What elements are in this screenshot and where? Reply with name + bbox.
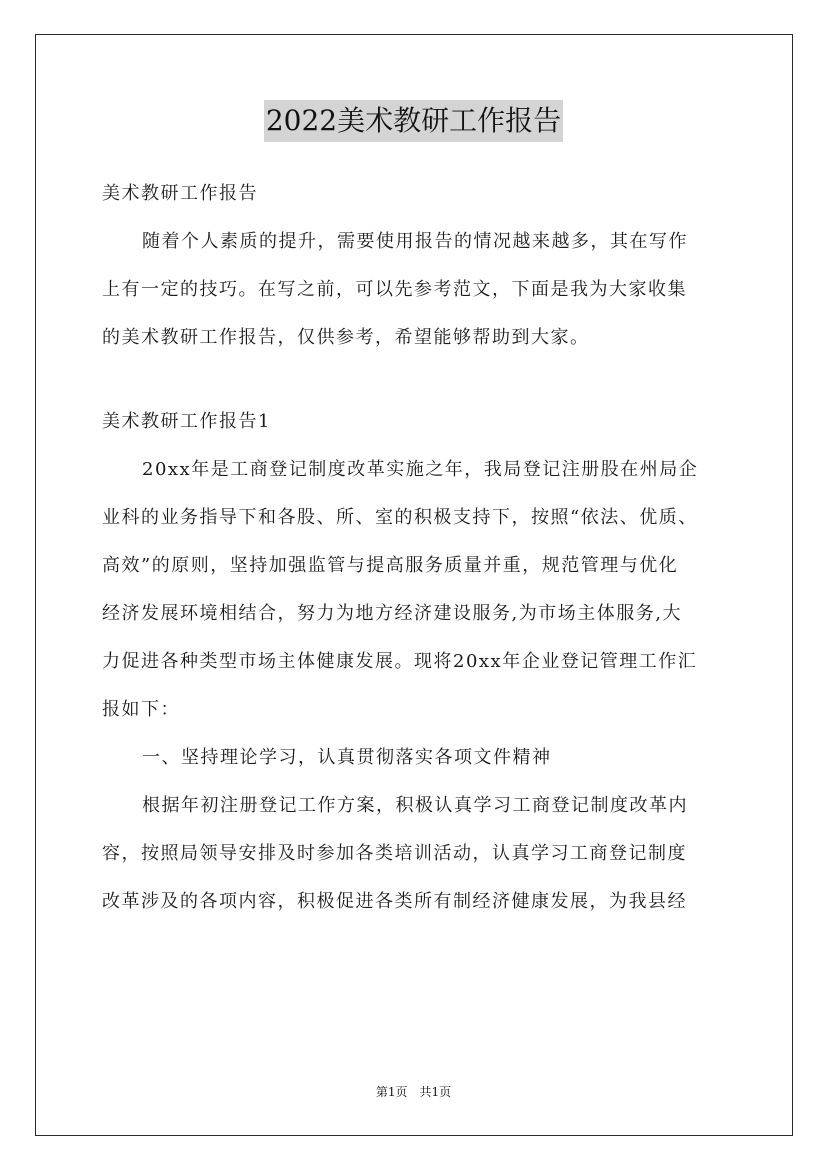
paragraph-line: 容，按照局领导安排及时参加各类培训活动，认真学习工商登记制度 bbox=[102, 843, 687, 864]
paragraph-line: 上有一定的技巧。在写之前，可以先参考范文，下面是我为大家收集 bbox=[102, 279, 687, 300]
paragraph-line: 经济发展环境相结合，努力为地方经济建设服务,为市场主体服务,大 bbox=[102, 603, 682, 624]
paragraph-line: 业科的业务指导下和各股、所、室的积极支持下，按照“依法、优质、 bbox=[102, 507, 698, 528]
spacer bbox=[102, 362, 732, 398]
page-footer bbox=[0, 1083, 827, 1100]
paragraph-line: 高效”的原则，坚持加强监管与提高服务质量并重，规范管理与优化 bbox=[102, 555, 679, 576]
section-heading: 美术教研工作报告 bbox=[102, 183, 258, 204]
title-container bbox=[0, 100, 827, 142]
subsection-heading: 一、坚持理论学习，认真贯彻落实各项文件精神 bbox=[142, 747, 552, 768]
paragraph-line: 随着个人素质的提升，需要使用报告的情况越来越多，其在写作 bbox=[142, 231, 688, 252]
document-body bbox=[102, 170, 732, 926]
paragraph-line: 的美术教研工作报告，仅供参考，希望能够帮助到大家。 bbox=[102, 327, 590, 348]
paragraph-line: 根据年初注册登记工作方案，积极认真学习工商登记制度改革内 bbox=[142, 795, 688, 816]
section-heading: 美术教研工作报告1 bbox=[102, 411, 271, 432]
paragraph-line: 20xx年是工商登记制度改革实施之年，我局登记注册股在州局企 bbox=[142, 459, 699, 480]
paragraph-line: 力促进各种类型市场主体健康发展。现将20xx年企业登记管理工作汇 bbox=[102, 651, 698, 672]
page-number: 第1页 共1页 bbox=[375, 1085, 452, 1099]
paragraph-line: 改革涉及的各项内容，积极促进各类所有制经济健康发展，为我县经 bbox=[102, 891, 687, 912]
paragraph-line: 报如下： bbox=[102, 699, 180, 720]
document-title: 2022美术教研工作报告 bbox=[264, 100, 563, 142]
